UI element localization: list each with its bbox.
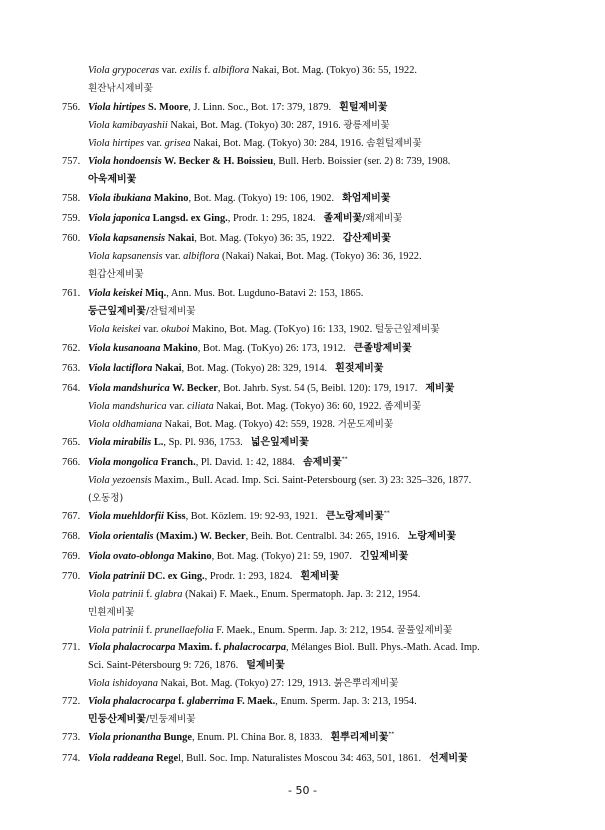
korean-name-accepted: 흰털제비꽃 — [339, 102, 388, 113]
entry-number: 771. — [62, 642, 81, 653]
citation: f. — [143, 625, 155, 636]
entry-main-line — [62, 210, 552, 228]
citation: , Bot. Mag. (Tokyo) 36: 35, 1922. — [194, 233, 335, 244]
author: W. Becker & H. Boissieu — [161, 156, 274, 167]
entry-main-line — [62, 729, 552, 747]
accepted-name: Viola ovato-oblonga — [88, 551, 175, 562]
citation: var. — [159, 65, 180, 76]
footnote-mark: ** — [341, 456, 348, 463]
entry-sub-line — [62, 398, 552, 416]
author: Kiss — [163, 511, 186, 522]
accepted-name: Viola phalacrocarpa — [88, 696, 176, 707]
author: Nakai — [165, 233, 195, 244]
footnote-mark: ** — [388, 731, 395, 738]
citation: , Beih. Bot. Centralbl. 34: 265, 1916. — [245, 531, 400, 542]
citation: , Prodr. 1: 293, 1824. — [204, 571, 293, 582]
entry-number: 770. — [62, 571, 81, 582]
species-entry — [62, 528, 552, 546]
entry-number: 769. — [62, 551, 81, 562]
taxon-name: glabra — [154, 589, 183, 600]
accepted-name: Viola orientalis — [88, 531, 154, 542]
citation: Sci. Saint-Pétersbourg 9: 726, 1876. — [88, 660, 239, 671]
species-entry — [62, 340, 552, 358]
author: Nakai — [152, 363, 182, 374]
species-entry — [62, 639, 552, 693]
author: Maxim. f. — [175, 642, 224, 653]
entry-main-line — [62, 548, 552, 566]
taxon-name: prunellaefolia — [154, 625, 214, 636]
species-entry — [62, 190, 552, 208]
citation: , Bot. Mag. (Tokyo) 19: 106, 1902. — [188, 193, 335, 204]
entry-main-line — [62, 454, 552, 472]
author: L. — [151, 437, 164, 448]
author: W. Becker — [169, 383, 218, 394]
entry-sub-line — [62, 248, 552, 266]
entry-sub-line — [62, 171, 552, 189]
author: S. Moore — [145, 102, 189, 113]
entry-main-line — [62, 99, 552, 117]
entry-sub-line — [62, 604, 552, 622]
author: (Maxim.) W. Becker — [153, 531, 246, 542]
entry-number: 765. — [62, 437, 81, 448]
citation: Nakai, Bot. Mag. (Tokyo) 30: 284, 1916. — [190, 138, 367, 149]
taxon-name: ciliata — [187, 401, 214, 412]
entry-sub-line — [62, 266, 552, 284]
entry-main-line — [62, 528, 552, 546]
taxon-name: Viola patrinii — [88, 625, 144, 636]
entry-sub-line — [62, 586, 552, 604]
citation: Makino, Bot. Mag. (ToKyo) 16: 133, 1902. — [189, 324, 375, 335]
taxon-name: albiflora — [212, 65, 250, 76]
citation: Maxim., Bull. Acad. Imp. Sci. Saint-Petersbourg (ser. 3) 23: 325–326, 1877. — [151, 475, 472, 486]
entry-main-line — [62, 693, 552, 711]
entry-main-line — [62, 230, 552, 248]
korean-name: 털둥근잎제비꽃 — [374, 324, 440, 335]
citation: var. — [166, 401, 188, 412]
taxon-name: Viola kamibayashii — [88, 120, 168, 131]
accepted-name: Viola hondoensis — [88, 156, 162, 167]
korean-name: 흰잔낚시제비꽃 — [88, 83, 153, 94]
species-entry — [62, 99, 552, 153]
entry-number: 772. — [62, 696, 81, 707]
korean-name-accepted: 둥근잎제비꽃 — [88, 306, 146, 317]
entry-number: 756. — [62, 102, 81, 113]
entry-number: 761. — [62, 288, 81, 299]
entry-number: 766. — [62, 457, 81, 468]
species-entry — [62, 210, 552, 228]
taxon-name: Viola ishidoyana — [88, 678, 158, 689]
korean-name: 광릉제비꽃 — [343, 120, 390, 131]
korean-name-accepted: 갑산제비꽃 — [342, 233, 391, 244]
taxon-name: Viola oldhamiana — [88, 419, 162, 430]
citation: , Bot. Mag. (ToKyo) 26: 173, 1912. — [197, 343, 346, 354]
species-entry — [62, 360, 552, 378]
korean-name: 거문도제비꽃 — [337, 419, 394, 430]
korean-name-accepted: 노랑제비꽃 — [407, 531, 457, 542]
author: DC. ex Ging. — [144, 571, 205, 582]
korean-name-accepted: 흰젖제비꽃 — [335, 363, 384, 374]
entry-number: 757. — [62, 156, 81, 167]
entry-sub-line — [62, 711, 552, 729]
korean-name: 솜흰털제비꽃 — [366, 138, 422, 149]
entry-main-line — [62, 190, 552, 208]
citation: Nakai, Bot. Mag. (Tokyo) 36: 60, 1922. — [213, 401, 385, 412]
taxon-name: albiflora — [183, 251, 220, 262]
entry-number: 762. — [62, 343, 81, 354]
accepted-name: Viola kapsanensis — [88, 233, 166, 244]
species-entry — [62, 230, 552, 284]
korean-name: 붉은뿌리제비꽃 — [333, 678, 399, 689]
citation: , Mélanges Biol. Bull. Phys.-Math. Acad. Imp. — [286, 642, 480, 653]
entry-number: 758. — [62, 193, 81, 204]
entry-sub-line — [62, 472, 552, 490]
korean-name-accepted: 흰뿌리제비꽃 — [330, 732, 389, 743]
accepted-name: Viola kusanoana — [88, 343, 161, 354]
species-entry — [62, 62, 552, 98]
author: Langsd. ex Ging. — [150, 213, 228, 224]
taxon-name: Viola patrinii — [88, 589, 144, 600]
entry-sub-line — [62, 657, 552, 675]
citation: , Bot. Mag. (Tokyo) 21: 59, 1907. — [211, 551, 352, 562]
taxon-name: Viola yezoensis — [88, 475, 152, 486]
author: Makino — [160, 343, 198, 354]
citation: l, Bull. Soc. Imp. Naturalistes Moscou 34: 463, 501, 1861. — [178, 753, 422, 764]
entry-main-line — [62, 380, 552, 398]
citation: Nakai, Bot. Mag. (Tokyo) 36: 55, 1922. — [249, 65, 417, 76]
citation: , Bot. Közlem. 19: 92-93, 1921. — [185, 511, 318, 522]
korean-name-accepted: 선제비꽃 — [429, 753, 468, 764]
entry-number: 773. — [62, 732, 81, 743]
species-entry — [62, 693, 552, 729]
citation: Nakai, Bot. Mag. (Tokyo) 42: 559, 1928. — [161, 419, 338, 430]
entry-main-line — [62, 340, 552, 358]
citation: Nakai, Bot. Mag. (Tokyo) 30: 287, 1916. — [167, 120, 344, 131]
accepted-name: Viola prionantha — [88, 732, 162, 743]
entry-number: 774. — [62, 753, 81, 764]
accepted-name: Viola keiskei — [88, 288, 143, 299]
taxon-name: okuboi — [161, 324, 190, 335]
citation: , Prodr. 1: 295, 1824. — [227, 213, 316, 224]
citation: , Enum. Sperm. Jap. 3: 213, 1954. — [275, 696, 417, 707]
accepted-name: Viola phalacrocarpa — [88, 642, 176, 653]
entry-main-line — [62, 153, 552, 171]
taxon-name: Viola hirtipes — [88, 138, 145, 149]
taxon-name: Viola kapsanensis — [88, 251, 163, 262]
species-entry — [62, 454, 552, 508]
entry-sub-line — [62, 675, 552, 693]
accepted-name: Viola mirabilis — [88, 437, 152, 448]
citation: f. — [143, 589, 155, 600]
entry-number: 763. — [62, 363, 81, 374]
citation: var. — [140, 324, 162, 335]
author: Makino — [151, 193, 189, 204]
entry-main-line — [62, 360, 552, 378]
taxon-name: Viola keiskei — [88, 324, 141, 335]
korean-name: /왜제비꽃 — [362, 213, 403, 224]
entry-number: 767. — [62, 511, 81, 522]
korean-name: 흰갑산제비꽃 — [88, 269, 144, 280]
entry-main-line — [62, 750, 552, 768]
citation: , Ann. Mus. Bot. Lugduno-Batavi 2: 153, 1865. — [166, 288, 364, 299]
taxon-name: Viola grypoceras — [88, 65, 160, 76]
species-entry — [62, 750, 552, 768]
citation: (Nakai) F. Maek., Enum. Spermatoph. Jap. 3: 212, 1954. — [182, 589, 421, 600]
citation: , Sp. Pl. 936, 1753. — [163, 437, 243, 448]
footnote-mark: ** — [383, 510, 390, 517]
accepted-name: glaberrima — [186, 696, 235, 707]
citation: , Bull. Herb. Boissier (ser. 2) 8: 739, 1908. — [273, 156, 451, 167]
korean-name-accepted: 졸제비꽃 — [323, 213, 363, 224]
accepted-name: Viola hirtipes — [88, 102, 146, 113]
entry-main-line — [62, 62, 552, 80]
korean-name-accepted: 흰제비꽃 — [300, 571, 340, 582]
page-number: - 50 - — [288, 784, 317, 797]
korean-name: (오동정) — [88, 493, 124, 504]
citation: Nakai, Bot. Mag. (Tokyo) 27: 129, 1913. — [157, 678, 334, 689]
taxon-name: Viola mandshurica — [88, 401, 167, 412]
entry-sub-line — [62, 622, 552, 640]
korean-name-accepted: 큰졸방제비꽃 — [353, 343, 412, 354]
accepted-name: phalacrocarpa — [223, 642, 287, 653]
entry-number: 768. — [62, 531, 81, 542]
entry-sub-line — [62, 321, 552, 339]
citation: , Enum. Pl. China Bor. 8, 1833. — [191, 732, 323, 743]
entry-main-line — [62, 639, 552, 657]
citation: F. Maek., Enum. Sperm. Jap. 3: 212, 1954. — [213, 625, 397, 636]
species-entry — [62, 508, 552, 526]
species-entry — [62, 434, 552, 452]
citation: , Bot. Mag. (Tokyo) 28: 329, 1914. — [181, 363, 328, 374]
entry-sub-line — [62, 303, 552, 321]
citation: , Pl. David. 1: 42, 1884. — [195, 457, 295, 468]
species-entry — [62, 153, 552, 189]
accepted-name: Viola raddeana — [88, 753, 154, 764]
species-entry — [62, 285, 552, 339]
entry-sub-line — [62, 416, 552, 434]
entry-sub-line — [62, 117, 552, 135]
entry-sub-line — [62, 490, 552, 508]
author: Rege — [153, 753, 179, 764]
author: Makino — [174, 551, 212, 562]
accepted-name: Viola muehldorfii — [88, 511, 164, 522]
citation: f. — [201, 65, 213, 76]
korean-name-accepted: 털제비꽃 — [246, 660, 285, 671]
korean-name-accepted: 제비꽃 — [425, 383, 455, 394]
taxon-name: grisea — [164, 138, 191, 149]
entry-sub-line — [62, 80, 552, 98]
author: Bunge — [161, 732, 192, 743]
author: F. Maek. — [234, 696, 276, 707]
citation: , J. Linn. Soc., Bot. 17: 379, 1879. — [188, 102, 332, 113]
korean-name: 민흰제비꽃 — [88, 607, 135, 618]
korean-name-accepted: 넓은잎제비꽃 — [250, 437, 309, 448]
korean-name-accepted: 민둥산제비꽃 — [88, 714, 146, 725]
author: f. — [175, 696, 187, 707]
citation: , Bot. Jahrb. Syst. 54 (5, Beibl. 120): 179, 1917. — [217, 383, 418, 394]
korean-name: 좀제비꽃 — [384, 401, 422, 412]
korean-name-accepted: 화엄제비꽃 — [342, 193, 391, 204]
korean-name-accepted: 긴잎제비꽃 — [359, 551, 409, 562]
korean-name-accepted: 큰노랑제비꽃 — [325, 511, 384, 522]
species-entry — [62, 568, 552, 640]
accepted-name: Viola japonica — [88, 213, 151, 224]
citation: (Nakai) Nakai, Bot. Mag. (Tokyo) 36: 36, 1922. — [219, 251, 422, 262]
species-entry — [62, 729, 552, 747]
taxon-name: exilis — [179, 65, 202, 76]
korean-name: 꿀풀잎제비꽃 — [396, 625, 453, 636]
accepted-name: Viola patrinii — [88, 571, 145, 582]
korean-name-accepted: 아욱제비꽃 — [88, 174, 137, 185]
entry-number: 764. — [62, 383, 81, 394]
entry-main-line — [62, 285, 552, 303]
entry-main-line — [62, 568, 552, 586]
species-entry — [62, 380, 552, 434]
korean-name: /민둥제비꽃 — [145, 714, 196, 725]
species-entry — [62, 548, 552, 566]
entry-number: 759. — [62, 213, 81, 224]
citation: var. — [162, 251, 184, 262]
accepted-name: Viola ibukiana — [88, 193, 152, 204]
author: Franch. — [158, 457, 196, 468]
korean-name: /잔털제비꽃 — [145, 306, 196, 317]
entry-number: 760. — [62, 233, 81, 244]
accepted-name: Viola mandshurica — [88, 383, 170, 394]
korean-name-accepted: 솜제비꽃 — [302, 457, 342, 468]
entry-main-line — [62, 508, 552, 526]
citation: var. — [144, 138, 165, 149]
entry-sub-line — [62, 135, 552, 153]
author: Miq. — [142, 288, 167, 299]
entry-main-line — [62, 434, 552, 452]
accepted-name: Viola mongolica — [88, 457, 159, 468]
accepted-name: Viola lactiflora — [88, 363, 153, 374]
